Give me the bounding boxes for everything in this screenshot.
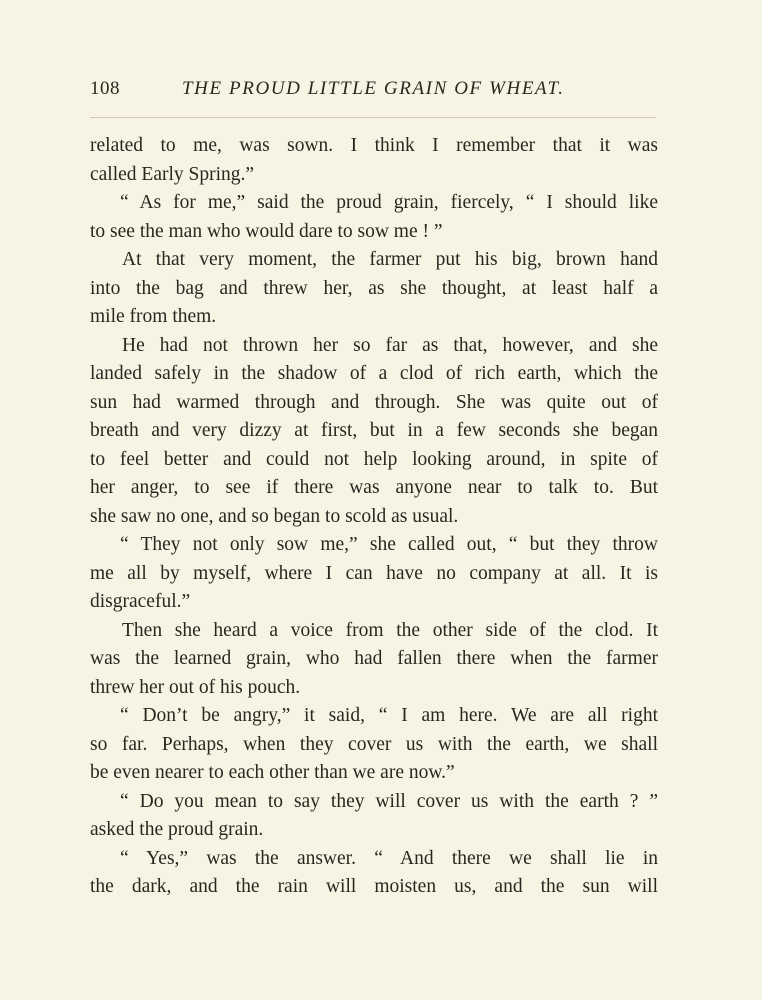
header-rule [90,117,656,118]
text-line: me all by myself, where I can have no company at all. It is [90,562,658,584]
text-line: Then she heard a voice from the other side of the clod. It [122,619,658,641]
text-line: was the learned grain, who had fallen there when the farmer [90,648,658,669]
text-line: disgraceful.” [90,591,191,612]
text-line: mile from them. [90,306,217,327]
text-line: be even nearer to each other than we are now.” [90,762,455,783]
page-header [90,78,658,110]
text-line: sun had warmed through and through. She was quite out of [90,391,658,413]
text-line: the dark, and the rain will moisten us, and the sun will [90,876,658,897]
page-number: 108 [90,78,120,99]
text-line: “ Yes,” was the answer. “ And there we shall lie in [120,847,658,869]
text-line: her anger, to see if there was anyone near to talk to. But [90,477,658,498]
text-line: to see the man who would dare to sow me ! ” [90,220,443,242]
text-line: He had not thrown her so far as that, however, and she [122,334,658,356]
text-line: At that very moment, the farmer put his big, brown hand [122,249,658,270]
text-line: “ As for me,” said the proud grain, fiercely, “ I should like [120,192,658,213]
body-text [90,132,658,902]
text-line: so far. Perhaps, when they cover us with the earth, we shall [90,733,658,755]
running-title: THE PROUD LITTLE GRAIN OF WHEAT. [182,78,565,99]
text-line: related to me, was sown. I think I remember that it was [90,135,658,156]
text-line: she saw no one, and so began to scold as usual. [90,505,459,527]
text-line: to feel better and could not help looking around, in spite of [90,448,658,470]
text-line: threw her out of his pouch. [90,676,301,698]
text-line: called Early Spring.” [90,163,255,185]
text-line: “ They not only sow me,” she called out, “ but they throw [120,534,658,555]
text-line: landed safely in the shadow of a clod of rich earth, which the [90,363,658,384]
text-line: “ Do you mean to say they will cover us with the earth ? ” [120,790,658,812]
text-line: into the bag and threw her, as she thought, at least half a [90,277,658,299]
text-line: asked the proud grain. [90,819,264,840]
text-line: “ Don’t be angry,” it said, “ I am here. We are all right [120,705,658,726]
text-line: breath and very dizzy at first, but in a few seconds she began [90,420,658,441]
